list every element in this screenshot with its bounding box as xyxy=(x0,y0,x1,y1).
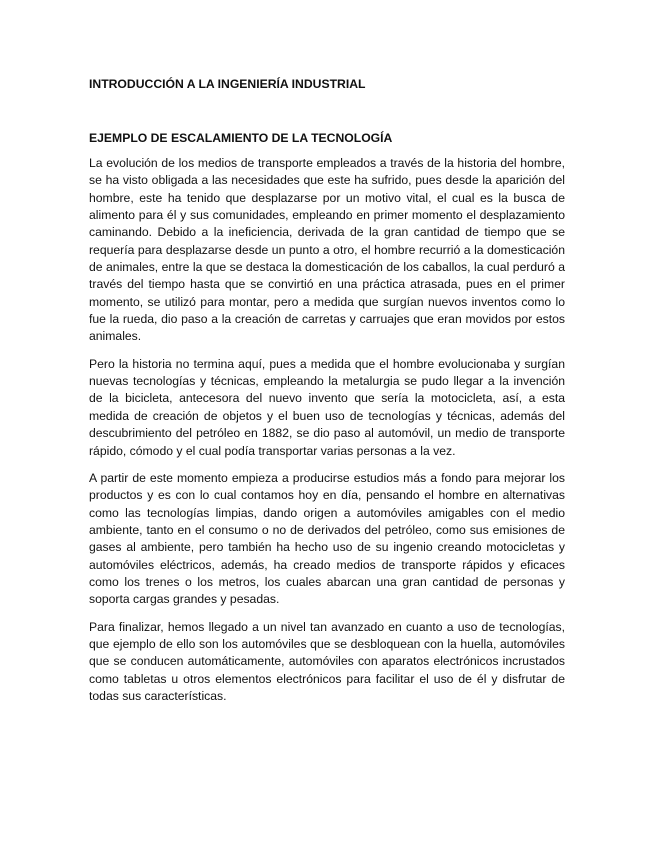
document-title: INTRODUCCIÓN A LA INGENIERÍA INDUSTRIAL xyxy=(89,77,366,91)
paragraph-4: Para finalizar, hemos llegado a un nivel tan avanzado en cuanto a uso de tecnologías, que ejemplo de ello son los automóviles que se desbloquean con la huella, automóviles que se conducen automáticamente, automóviles con aparatos electrónicos incrustados como tabletas u otros elementos electrónicos para facilitar el uso de él y disfrutar de todas sus características. xyxy=(89,619,565,703)
paragraph-2: Pero la historia no termina aquí, pues a medida que el hombre evolucionaba y surgían nuevas tecnologías y técnicas, empleando la metalurgia se pudo llegar a la invención de la bicicleta, antecesora del nuevo invento que sería la motocicleta, así, a esta medida de creación de objetos y el buen uso de tecnologías y técnicas, además del descubrimiento del petróleo en 1882, se dio paso al automóvil, un medio de transporte rápido, cómodo y el cual podía transportar varias personas a la vez. xyxy=(89,356,565,458)
paragraph-3: A partir de este momento empieza a producirse estudios más a fondo para mejorar los productos y es con lo cual contamos hoy en día, pensando el hombre en alternativas como las tecnologías limpias, dando origen a automóviles amigables con el medio ambiente, tanto en el consumo o no de derivados del petróleo, como sus emisiones de gases al ambiente, pero también ha hecho uso de su ingenio creando motocicletas y automóviles eléctricos, además, ha creado medios de transporte rápidos y eficaces como los trenes o los metros, los cuales abarcan una gran cantidad de personas y soporta cargas grandes y pesadas. xyxy=(89,470,565,607)
section-heading: EJEMPLO DE ESCALAMIENTO DE LA TECNOLOGÍA xyxy=(89,131,393,145)
document-page xyxy=(89,76,565,715)
paragraph-1: La evolución de los medios de transporte empleados a través de la historia del hombre, se ha visto obligada a las necesidades que este ha sufrido, pues desde la aparición del hombre, este ha tenido que desplazarse por un motivo vital, el cual es la busca de alimento para él y sus comunidades, empleando en primer momento el desplazamiento caminando. Debido a la ineficiencia, derivada de la gran cantidad de tiempo que se requería para desplazarse desde un punto a otro, el hombre recurrió a la domesticación de animales, entre la que se destaca la domesticación de los caballos, la cual perduró a través del tiempo hasta que se convirtió en una práctica atrasada, pues en el primer momento, se utilizó para montar, pero a medida que surgían nuevos inventos como lo fue la rueda, dio paso a la creación de carretas y carruajes que eran movidos por estos animales. xyxy=(89,156,565,344)
